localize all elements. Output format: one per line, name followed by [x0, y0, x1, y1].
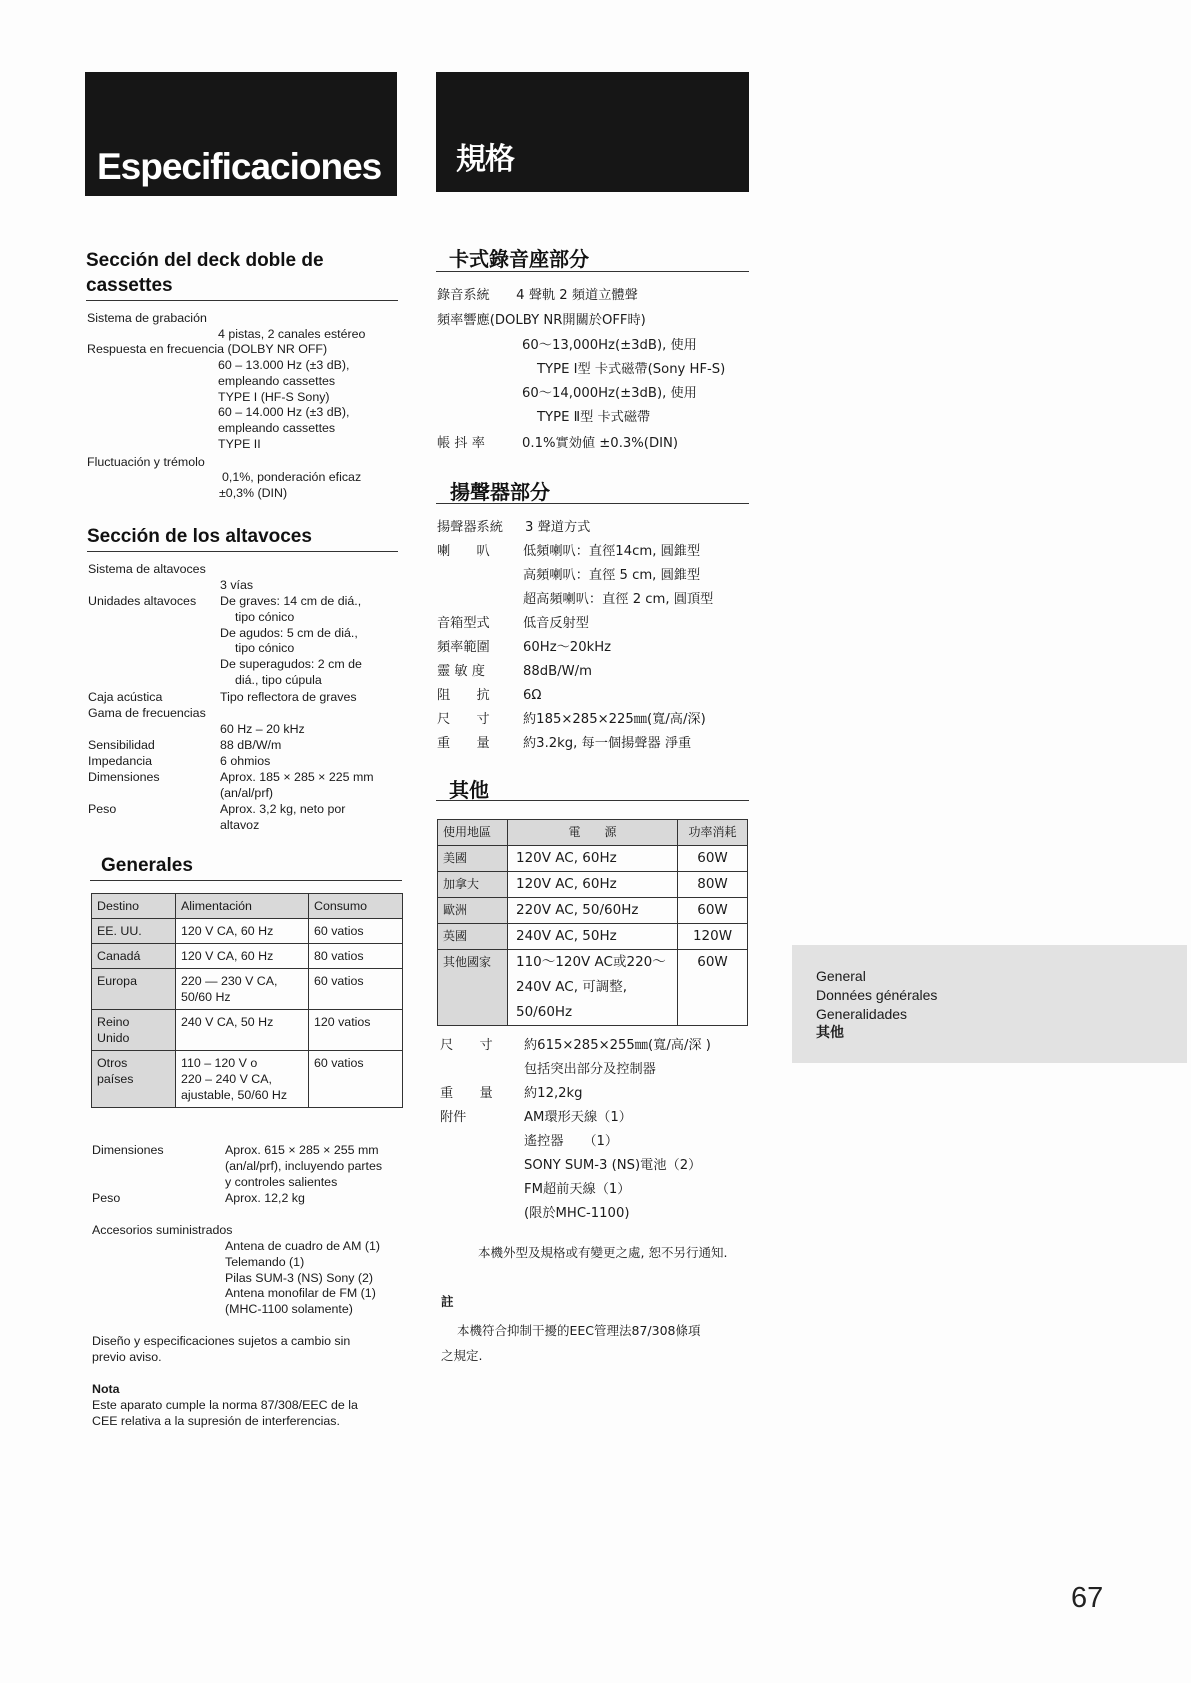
table-row	[438, 924, 748, 950]
chinese-page-title: 規格	[456, 142, 514, 177]
general-section-heading: Generales	[101, 855, 193, 876]
zh-acc-label: 附件	[440, 1110, 467, 1125]
row-consumption: 60 vatios	[309, 1051, 403, 1108]
speaker-system-label: Sistema de altavoces	[88, 562, 206, 576]
speaker-sens-label: Sensibilidad	[88, 738, 155, 752]
freq-response-values: 60 – 13.000 Hz (±3 dB), empleando cassettes TYPE I (HF-S Sony) 60 – 14.000 Hz (±3 dB), empleando cassettes TYPE II	[218, 358, 350, 451]
zh-speaker-rule	[436, 503, 749, 504]
table-row	[92, 1010, 403, 1051]
wow-flutter-label: Fluctuación y trémolo	[87, 455, 205, 469]
zh-note-text: 本機符合抑制干擾的EEC管理法87/308條項 之規定.	[441, 1323, 701, 1363]
zh-weight-label: 重 量	[440, 1086, 493, 1101]
zh-rec-system: 錄音系統 4 聲軌 2 頻道立體聲	[437, 288, 638, 303]
zh-other-heading: 其他	[449, 778, 489, 802]
speaker-sens-value: 88 dB/W/m	[220, 738, 282, 752]
speaker-box-value: Tipo reflectora de graves	[220, 690, 357, 704]
header-destination: Destino	[92, 894, 176, 919]
header-consumption: Consumo	[309, 894, 403, 919]
zh-freq-values: 60～13,000Hz(±3dB), 使用 TYPE Ⅰ型 卡式磁帶(Sony HF-S) 60～14,000Hz(±3dB), 使用 TYPE Ⅱ型 卡式磁帶	[522, 338, 726, 425]
speaker-weight-label: Peso	[88, 802, 117, 816]
general-dim-label: Dimensiones	[92, 1143, 164, 1157]
zh-deck-rule	[436, 271, 749, 272]
list-item: 頻率範圍 60Hz～20kHz	[437, 640, 612, 655]
zh-wow-value: 0.1%實効値 ±0.3%(DIN)	[522, 436, 679, 451]
zh-acc-list: AM環形天線（1） 遙控器 （1） SONY SUM-3 (NS)電池（2） FM超前天線（1） (限於MHC-1100)	[524, 1110, 702, 1221]
row-area: 英國	[438, 924, 508, 950]
table-row	[438, 898, 748, 924]
row-power: 120 V CA, 60 Hz	[176, 944, 309, 969]
header-power: 電 源	[508, 820, 678, 846]
list-item: 阻 抗 6Ω	[437, 688, 542, 703]
index-french: Données générales	[816, 987, 938, 1003]
row-power: 240V AC, 50Hz	[508, 924, 678, 950]
page-number: 67	[1071, 1582, 1104, 1614]
index-english: General	[816, 968, 866, 984]
rec-system-value: 4 pistas, 2 canales estéreo	[218, 327, 366, 341]
list-item: 喇 叭 低頻喇叭：直徑14cm, 圓錐型	[437, 544, 701, 559]
row-area: 其他國家	[438, 950, 508, 1026]
general-dim-values: Aprox. 615 × 285 × 255 mm (an/al/prf), incluyendo partes y controles salientes	[225, 1143, 383, 1189]
speaker-imp-label: Impedancia	[88, 754, 153, 768]
table-row	[92, 1051, 403, 1108]
zh-dim-values: 約615×285×255㎜(寬/高/深 ) 包括突出部分及控制器	[524, 1038, 711, 1077]
row-consumption: 60 vatios	[309, 919, 403, 944]
table-row	[438, 872, 748, 898]
row-area: 美國	[438, 846, 508, 872]
row-power: 120 V CA, 60 Hz	[176, 919, 309, 944]
row-power: 110～120V AC或220～ 240V AC, 可調整, 50/60Hz	[508, 950, 678, 1026]
header-consumption: 功率消耗	[678, 820, 748, 846]
table-row	[92, 944, 403, 969]
zh-speaker-specs	[437, 516, 713, 756]
list-item: 揚聲器系統 3 聲道方式	[437, 520, 591, 535]
speaker-section-rule	[87, 551, 398, 552]
spanish-page-title: Especificaciones	[97, 146, 382, 187]
speaker-imp-value: 6 ohmios	[220, 754, 271, 768]
zh-speaker-heading: 揚聲器部分	[450, 480, 550, 504]
speaker-section-heading: Sección de los altavoces	[87, 526, 312, 547]
speaker-dim-label: Dimensiones	[88, 770, 160, 784]
speaker-system-value: 3 vías	[220, 578, 254, 592]
rec-system-label: Sistema de grabación	[87, 311, 207, 325]
index-spanish: Generalidades	[816, 1006, 908, 1022]
speaker-range-label: Gama de frecuencias	[88, 706, 206, 720]
table-row	[438, 950, 748, 1026]
speaker-weight-values: Aprox. 3,2 kg, neto por altavoz	[220, 802, 346, 832]
list-item: 高頻喇叭：直徑 5 cm, 圓錐型	[523, 568, 701, 583]
list-item: 音箱型式 低音反射型	[437, 616, 589, 631]
spanish-title-banner	[85, 72, 397, 196]
speaker-box-label: Caja acústica	[88, 690, 163, 704]
zh-note-title: 註	[441, 1294, 454, 1309]
row-power: 120V AC, 60Hz	[508, 846, 678, 872]
header-power: Alimentación	[176, 894, 309, 919]
row-power: 240 V CA, 50 Hz	[176, 1010, 309, 1051]
language-index-box	[792, 945, 1187, 1063]
row-destination: Canadá	[92, 944, 176, 969]
header-area: 使用地區	[438, 820, 508, 846]
row-destination: Reino Unido	[92, 1010, 176, 1051]
row-area: 歐洲	[438, 898, 508, 924]
zh-other-rule	[436, 800, 749, 801]
list-item: 靈 敏 度 88dB/W/m	[437, 664, 592, 679]
list-item: 尺 寸 約185×285×225㎜(寬/高/深)	[437, 712, 706, 727]
freq-response-label: Respuesta en frecuencia (DOLBY NR OFF)	[87, 342, 328, 356]
spanish-power-table	[91, 893, 403, 1108]
design-notice: Diseño y especificaciones sujetos a cambio sin previo aviso.	[92, 1334, 351, 1364]
row-consumption: 120 vatios	[309, 1010, 403, 1051]
speaker-units-label: Unidades altavoces	[88, 594, 197, 608]
row-power: 120V AC, 60Hz	[508, 872, 678, 898]
row-consumption: 80W	[678, 872, 748, 898]
zh-freq-label: 頻率響應(DOLBY NR開關於OFF時)	[437, 313, 646, 328]
row-power: 110 – 120 V o 220 – 240 V CA, ajustable, 50/60 Hz	[176, 1051, 309, 1108]
row-area: 加拿大	[438, 872, 508, 898]
chinese-power-table	[437, 819, 748, 1026]
row-power: 220V AC, 50/60Hz	[508, 898, 678, 924]
row-destination: EE. UU.	[92, 919, 176, 944]
zh-dim-label: 尺 寸	[440, 1038, 493, 1053]
wow-flutter-values: 0,1%, ponderación eficaz ±0,3% (DIN)	[219, 470, 362, 500]
general-weight-label: Peso	[92, 1191, 121, 1205]
deck-section-rule	[86, 300, 398, 301]
row-consumption: 60W	[678, 846, 748, 872]
chinese-title-banner	[436, 72, 749, 192]
list-item: 重 量 約3.2kg, 每一個揚聲器 淨重	[437, 736, 692, 751]
row-destination: Europa	[92, 969, 176, 1010]
table-header-row	[92, 894, 403, 919]
row-consumption: 80 vatios	[309, 944, 403, 969]
row-consumption: 60 vatios	[309, 969, 403, 1010]
note-title: Nota	[92, 1382, 120, 1396]
speaker-range-value: 60 Hz – 20 kHz	[220, 722, 305, 736]
table-row	[92, 919, 403, 944]
table-header-row	[438, 820, 748, 846]
table-row	[92, 969, 403, 1010]
general-weight-value: Aprox. 12,2 kg	[225, 1191, 305, 1205]
row-consumption: 120W	[678, 924, 748, 950]
zh-wow-label: 帳 抖 率	[437, 436, 485, 451]
row-consumption: 60W	[678, 898, 748, 924]
row-consumption: 60W	[678, 950, 748, 1026]
table-row	[438, 846, 748, 872]
zh-weight-value: 約12,2kg	[524, 1086, 583, 1101]
row-power: 220 — 230 V CA, 50/60 Hz	[176, 969, 309, 1010]
speaker-units-values: De graves: 14 cm de diá., tipo cónico De agudos: 5 cm de diá., tipo cónico De superagudos: 2 cm de diá., tipo cúpula	[220, 594, 362, 687]
list-item: 超高頻喇叭：直徑 2 cm, 圓頂型	[523, 592, 714, 607]
speaker-dim-values: Aprox. 185 × 285 × 225 mm (an/al/prf)	[220, 770, 374, 800]
row-destination: Otros países	[92, 1051, 176, 1108]
note-text: Este aparato cumple la norma 87/308/EEC de la CEE relativa a la supresión de interferencias.	[92, 1398, 358, 1428]
general-section-rule	[90, 880, 402, 881]
deck-section-heading: Sección del deck doble de cassettes	[86, 250, 324, 296]
zh-deck-heading: 卡式錄音座部分	[449, 247, 589, 271]
zh-change-notice: 本機外型及規格或有變更之處, 恕不另行通知.	[478, 1245, 728, 1260]
accessories-list: Antena de cuadro de AM (1) Telemando (1) Pilas SUM-3 (NS) Sony (2) Antena monofilar de FM (1) (MHC-1100 solamente)	[225, 1239, 380, 1317]
accessories-label: Accesorios suministrados	[92, 1223, 233, 1237]
index-chinese: 其他	[816, 1025, 844, 1041]
